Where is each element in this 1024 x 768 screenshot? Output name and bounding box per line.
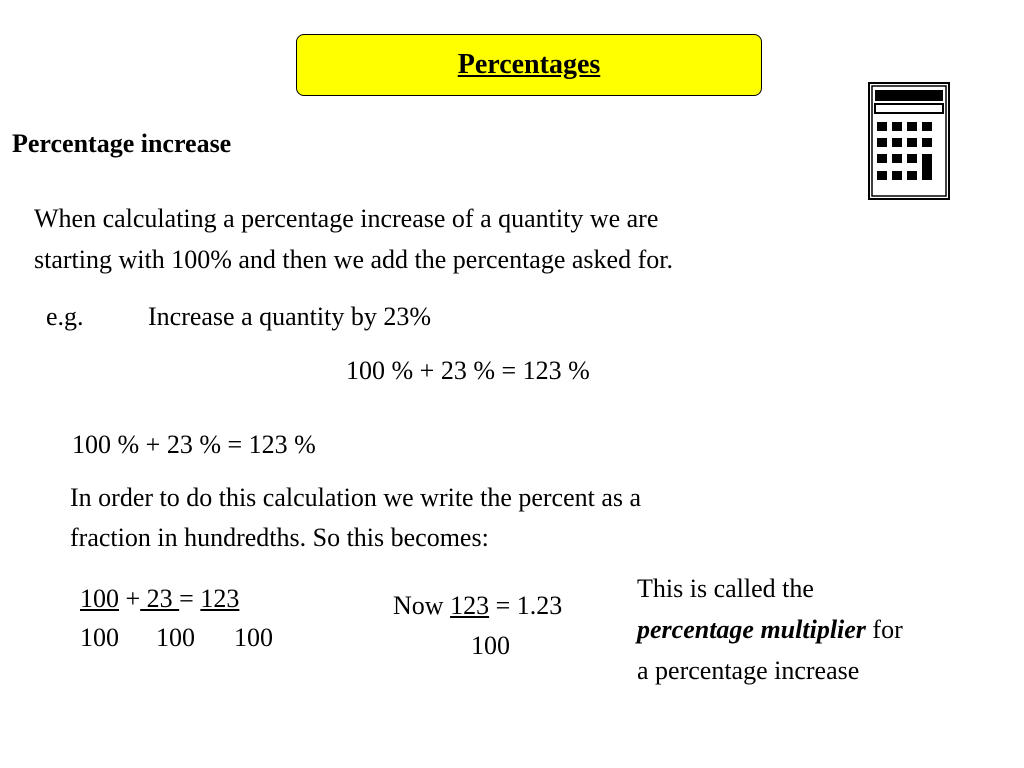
multiplier-denominator: 100 (471, 631, 510, 660)
note-line-3: a percentage increase (637, 656, 860, 685)
note-line-2 (637, 617, 903, 643)
multiplier-numerator: 123 (450, 591, 490, 620)
denominator-2: 100 (156, 623, 195, 652)
example-equation-repeat: 100 % + 23 % = 123 % (72, 430, 316, 459)
section-heading: Percentage increase (12, 129, 232, 158)
note-emphasis: percentage multiplier (637, 615, 866, 644)
multiplier-equation (393, 593, 562, 619)
fraction-numerators (80, 586, 239, 612)
example-equation: 100 % + 23 % = 123 % (346, 356, 590, 385)
note-for: for (872, 615, 903, 644)
explanation-line-1: In order to do this calculation we write the percent as a (70, 483, 642, 512)
explanation-line-2: fraction in hundredths. So this becomes: (70, 523, 489, 552)
denominator-1: 100 (80, 623, 119, 652)
numerator-1: 100 (80, 584, 119, 613)
denominator-3: 100 (234, 623, 273, 652)
page-title: Percentages (457, 49, 601, 80)
numerator-2: 23 (140, 584, 180, 613)
multiplier-result: = 1.23 (495, 591, 563, 620)
now-word: Now (393, 591, 444, 620)
example-text: Increase a quantity by 23% (148, 302, 432, 331)
calculator-icon (868, 82, 950, 200)
intro-line-1: When calculating a percentage increase of a quantity we are (34, 204, 659, 233)
intro-line-2: starting with 100% and then we add the percentage asked for. (34, 245, 673, 274)
equals-sign: = (179, 584, 194, 613)
note-line-1: This is called the (637, 574, 814, 603)
numerator-3: 123 (200, 584, 240, 613)
example-label: e.g. (46, 302, 84, 331)
plus-sign: + (125, 584, 141, 613)
title-banner (296, 34, 762, 96)
